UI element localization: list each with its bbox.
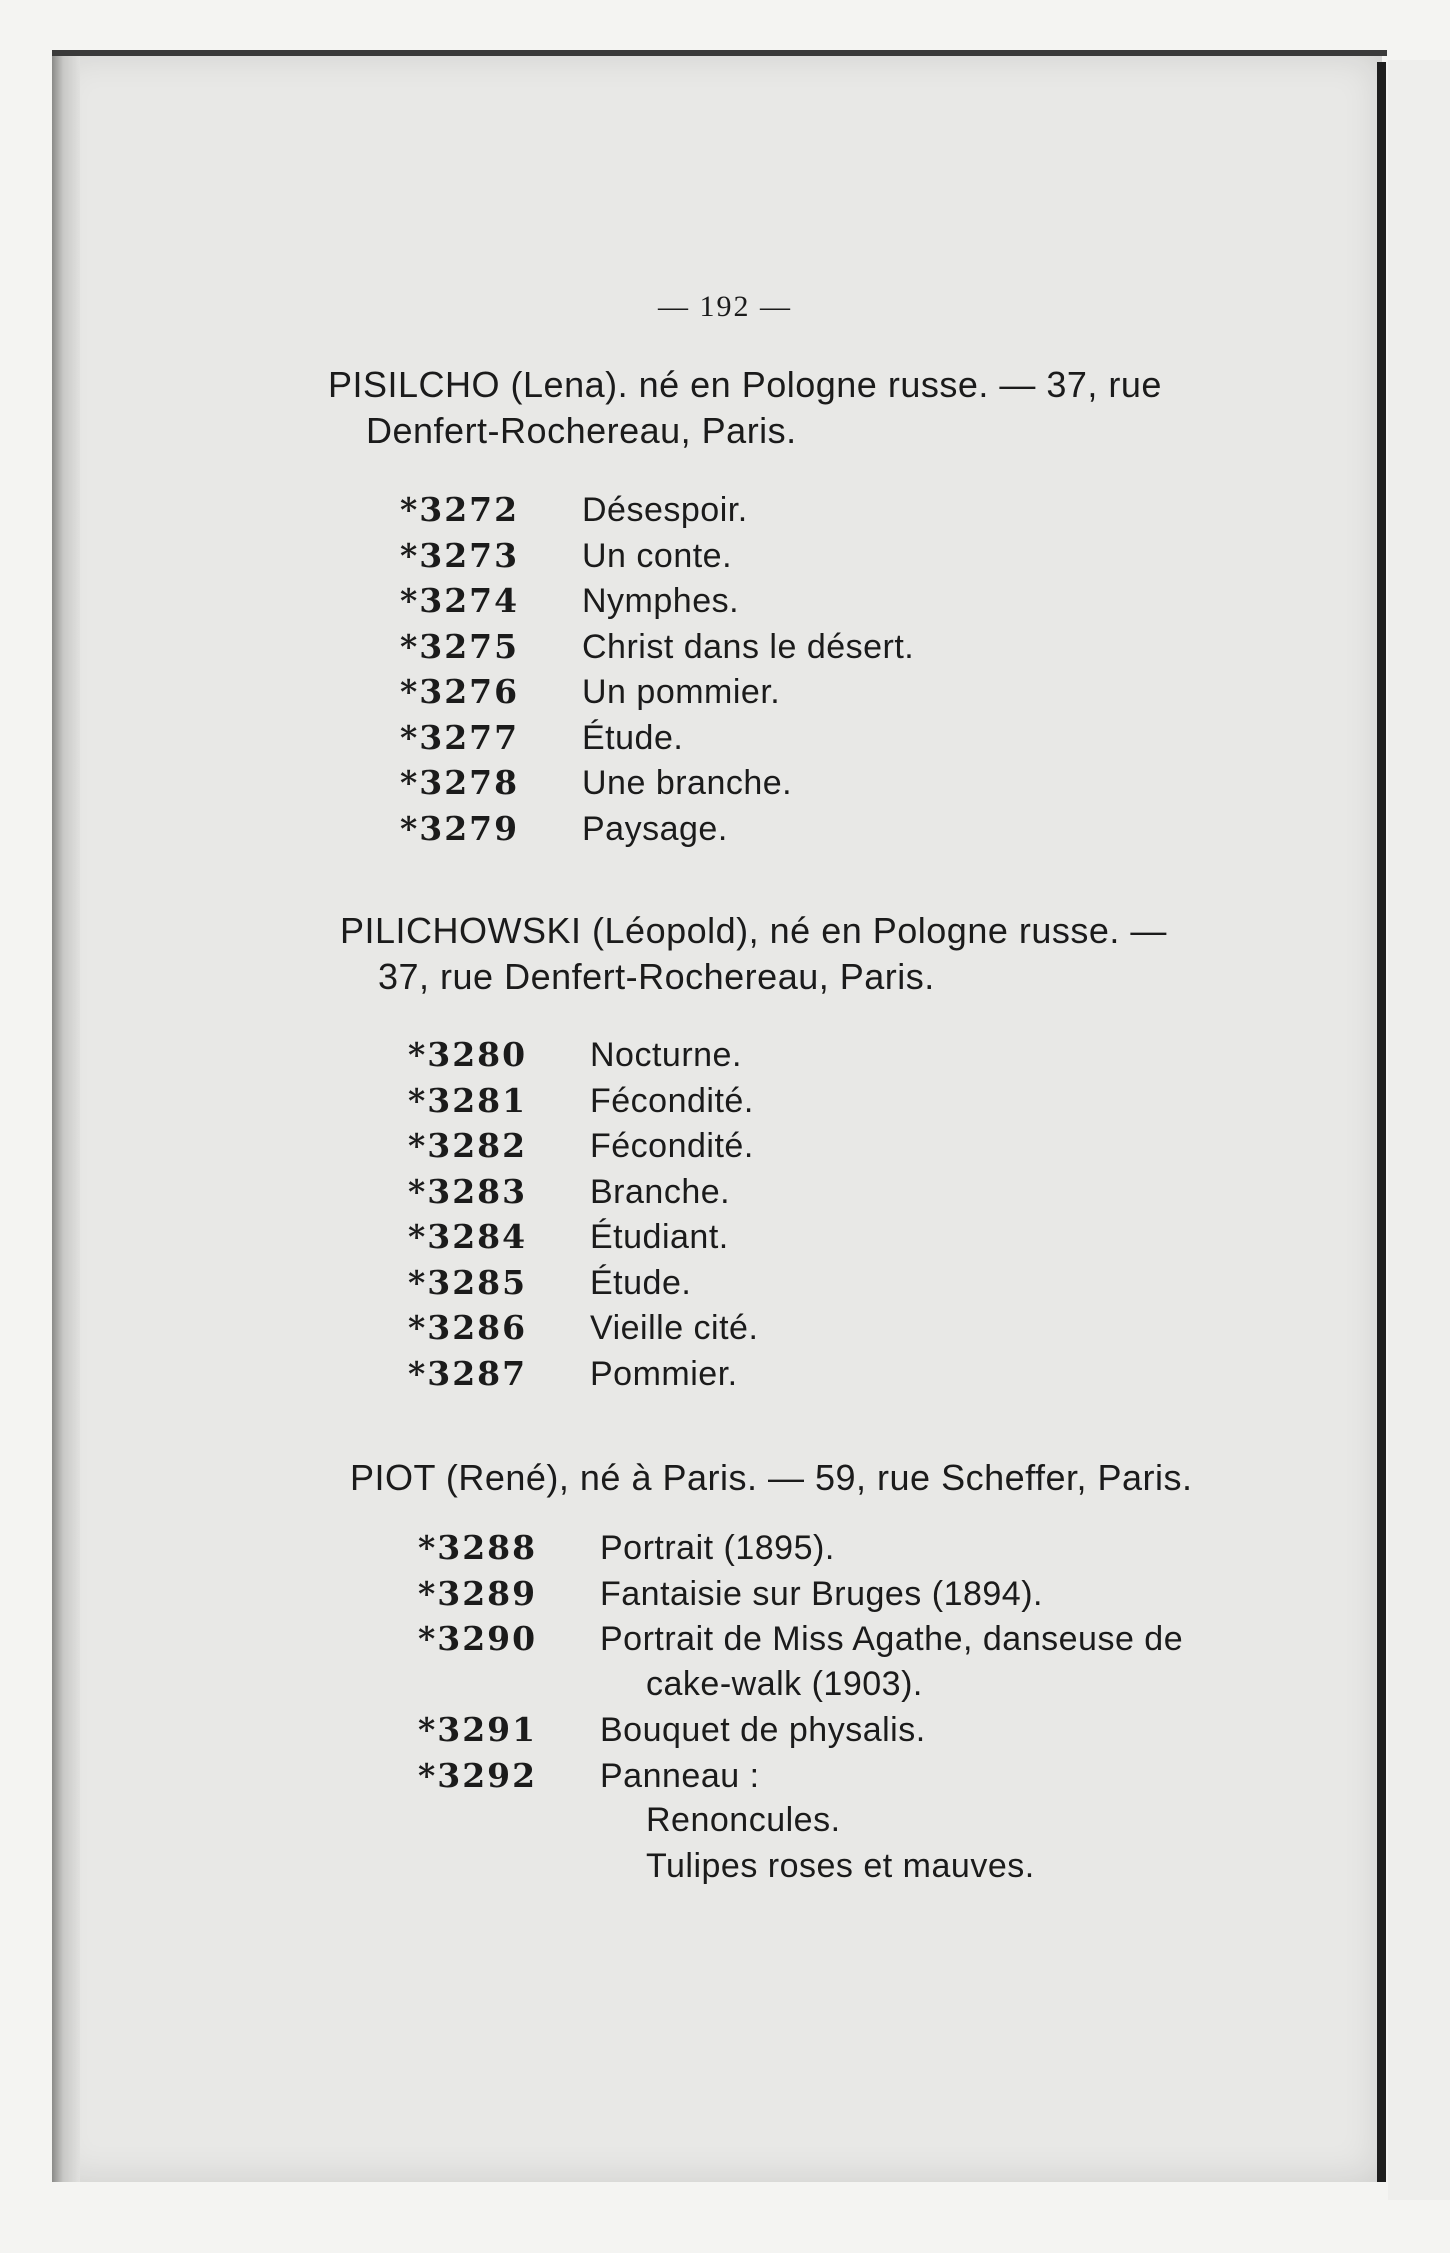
artist-entry-pisilcho — [328, 362, 1162, 454]
work-sub-item: Tulipes roses et mauves. — [646, 1846, 1035, 1885]
catalog-number: *3290 — [418, 1619, 538, 1658]
work-item — [418, 1619, 1183, 1665]
work-item — [408, 1308, 758, 1354]
catalog-number: *3291 — [418, 1710, 538, 1749]
work-title: Fécondité. — [590, 1081, 754, 1120]
work-title: Christ dans le désert. — [582, 627, 915, 666]
catalog-number: *3287 — [408, 1353, 528, 1393]
work-title: Fantaisie sur Bruges (1894). — [600, 1574, 1043, 1613]
work-title: Bouquet de physalis. — [600, 1711, 926, 1749]
catalog-number: *3276 — [400, 672, 520, 711]
catalog-number: *3277 — [400, 717, 520, 757]
work-item — [400, 627, 914, 673]
artist-header-line1: PILICHOWSKI (Léopold), né en Pologne russe. — — [340, 910, 1167, 951]
catalog-number: *3289 — [418, 1573, 538, 1613]
work-item — [408, 1217, 758, 1263]
catalog-number: *3278 — [400, 763, 520, 802]
work-item — [418, 1756, 1183, 1802]
catalog-number: *3272 — [400, 490, 520, 529]
work-item — [400, 809, 914, 855]
work-title: Étude. — [582, 718, 684, 757]
catalog-number: *3283 — [408, 1171, 528, 1211]
catalog-number: *3288 — [418, 1528, 538, 1567]
artist-header-line2: Denfert-Rochereau, Paris. — [366, 410, 797, 451]
work-title: Nymphes. — [582, 582, 740, 620]
work-item — [408, 1126, 758, 1172]
catalog-number: *3274 — [400, 581, 520, 620]
work-item — [400, 536, 914, 582]
work-title: Désespoir. — [582, 491, 748, 529]
work-title: Un conte. — [582, 536, 733, 575]
work-title-continuation: cake-walk (1903). — [646, 1664, 923, 1703]
catalog-number: *3281 — [408, 1080, 528, 1120]
work-title: Pommier. — [590, 1354, 738, 1393]
work-item — [408, 1263, 758, 1309]
work-title: Portrait de Miss Agathe, danseuse de — [600, 1620, 1184, 1658]
catalog-number: *3275 — [400, 626, 520, 666]
work-sub-item: Renoncules. — [646, 1801, 841, 1839]
works-list-pisilcho — [400, 490, 914, 854]
catalog-number: *3282 — [408, 1126, 528, 1165]
artist-header-line1: PISILCHO (Lena). né en Pologne russe. — 37, rue — [328, 364, 1162, 405]
catalog-number: *3284 — [408, 1217, 528, 1256]
catalog-number: *3280 — [408, 1035, 528, 1074]
artist-header-line1: PIOT (René), né à Paris. — 59, rue Scheffer, Paris. — [350, 1457, 1193, 1498]
works-list-pilichowski — [408, 1035, 758, 1399]
work-item — [400, 763, 914, 809]
work-title: Une branche. — [582, 764, 793, 802]
catalog-number: *3285 — [408, 1262, 528, 1302]
work-title: Portrait (1895). — [600, 1529, 835, 1567]
work-item — [418, 1528, 1183, 1574]
catalog-number: *3286 — [408, 1308, 528, 1347]
work-title: Un pommier. — [582, 673, 781, 711]
work-title: Étude. — [590, 1263, 692, 1302]
catalog-number: *3292 — [418, 1755, 538, 1795]
work-title: Fécondité. — [590, 1127, 754, 1165]
work-item — [408, 1035, 758, 1081]
work-item — [400, 672, 914, 718]
work-item — [400, 490, 914, 536]
work-title: Panneau : — [600, 1756, 760, 1795]
work-item — [400, 581, 914, 627]
work-title: Vieille cité. — [590, 1309, 759, 1347]
artist-header-line2: 37, rue Denfert-Rochereau, Paris. — [378, 956, 935, 997]
work-title: Nocturne. — [590, 1036, 742, 1074]
work-title: Étudiant. — [590, 1218, 729, 1256]
page-number: — 192 — — [658, 290, 792, 323]
work-item — [400, 718, 914, 764]
artist-entry-pilichowski — [340, 908, 1167, 1000]
artist-entry-piot — [350, 1455, 1193, 1501]
work-title: Paysage. — [582, 809, 728, 848]
work-item — [408, 1172, 758, 1218]
catalog-number: *3279 — [400, 808, 520, 848]
work-item — [418, 1710, 1183, 1756]
work-item — [418, 1574, 1183, 1620]
catalog-number: *3273 — [400, 535, 520, 575]
work-item — [408, 1081, 758, 1127]
works-list-piot — [418, 1528, 1183, 1892]
work-title: Branche. — [590, 1172, 731, 1211]
work-item — [408, 1354, 758, 1400]
